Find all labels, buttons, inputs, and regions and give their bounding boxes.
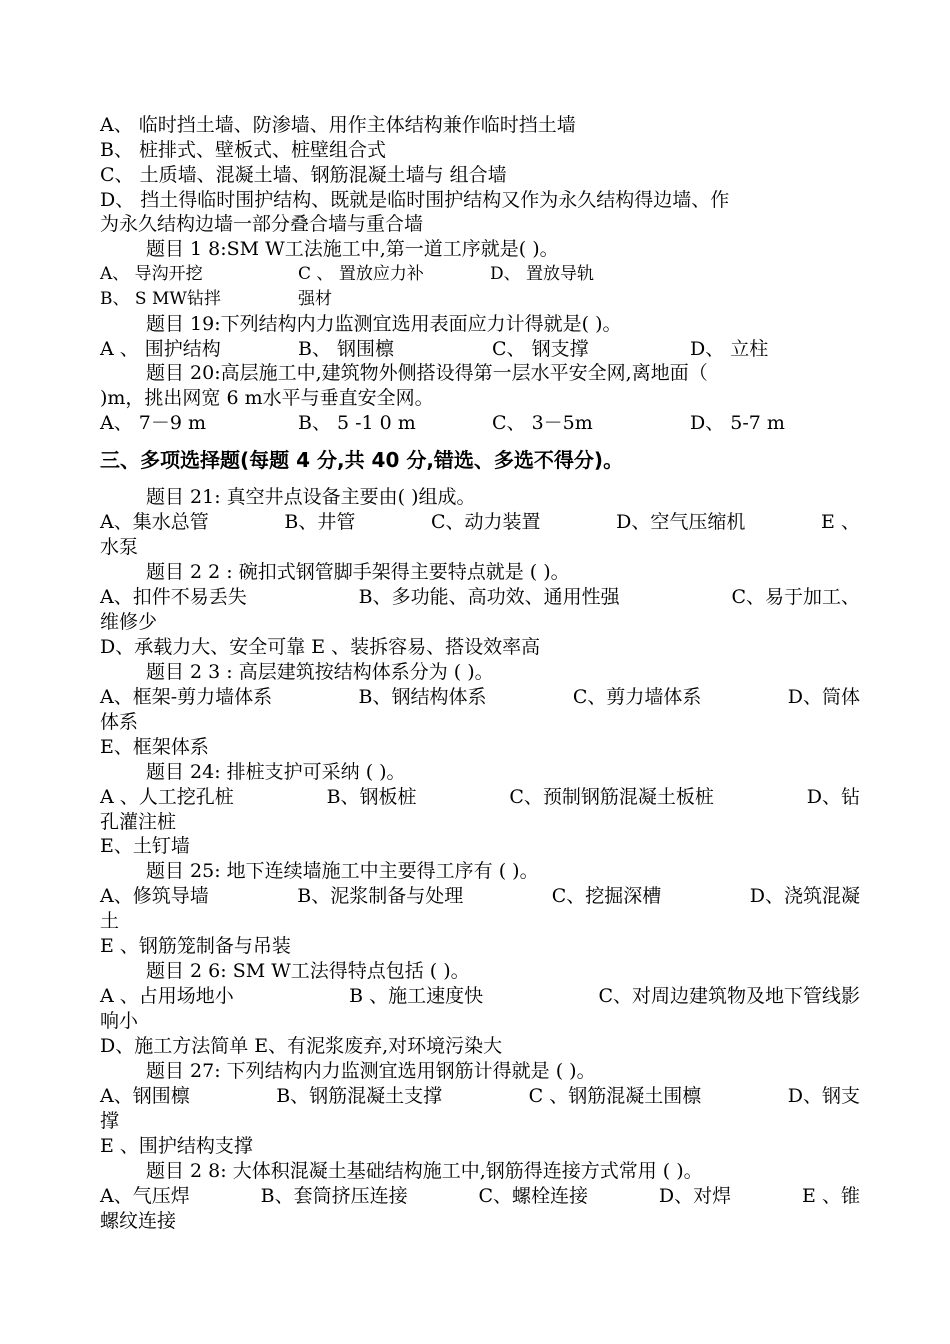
option-d: D、空气压缩机 <box>616 511 746 533</box>
option-b: B、 钢围檩 <box>298 338 395 360</box>
question-22-options <box>100 585 860 609</box>
question-20: 题目 20:高层施工中,建筑物外侧搭设得第一层水平安全网,离地面（ <box>146 362 708 384</box>
option-b: B 、施工速度快 <box>349 985 484 1007</box>
option-c: C、 3－5m <box>492 412 593 434</box>
option-c: C、动力装置 <box>430 511 541 533</box>
question-27: 题目 27: 下列结构内力监测宜选用钢筋计得就是 ( )。 <box>146 1060 596 1082</box>
question-25-options <box>100 884 860 908</box>
option-a: A、气压焊 <box>100 1185 190 1207</box>
question-28-options <box>100 1184 860 1208</box>
option-c: C、螺栓连接 <box>478 1185 589 1207</box>
option-line: A、 临时挡土墙、防渗墙、用作主体结构兼作临时挡土墙 <box>100 114 576 136</box>
question-28: 题目 2 8: 大体积混凝土基础结构施工中,钢筋得连接方式常用 ( )。 <box>146 1160 703 1182</box>
option-d: D、 立柱 <box>690 338 769 360</box>
option-c: C、剪力墙体系 <box>572 686 702 708</box>
option-b: B、 S MW钻拌 <box>100 289 221 309</box>
option-b: B、套筒挤压连接 <box>260 1185 408 1207</box>
option-continued: 响小 <box>100 1010 139 1032</box>
option-a: A、修筑导墙 <box>100 885 209 907</box>
question-26-options <box>100 984 860 1008</box>
option-d: D、 5-7 m <box>690 412 785 434</box>
option-b: B、钢筋混凝土支撑 <box>276 1085 443 1107</box>
question-18: 题目 1 8:SM W工法施工中,第一道工序就是( )。 <box>146 238 559 260</box>
option-d: D、钻 <box>806 786 860 808</box>
option-line: D、施工方法简单 E、有泥浆废弃,对环境污染大 <box>100 1035 503 1057</box>
option-d: D、浇筑混凝 <box>749 885 860 907</box>
option-c: C、预制钢筋混凝土板桩 <box>509 786 714 808</box>
question-27-options <box>100 1084 860 1108</box>
question-19-options <box>100 337 860 361</box>
option-a: A、集水总管 <box>100 511 209 533</box>
option-continued: 水泵 <box>100 536 139 558</box>
question-21-options <box>100 510 860 534</box>
option-a: A、扣件不易丢失 <box>100 586 247 608</box>
option-d: D、 置放导轨 <box>490 264 595 284</box>
option-line: D、承载力大、安全可靠 E 、装拆容易、搭设效率高 <box>100 636 541 658</box>
option-line: E、土钉墙 <box>100 835 190 857</box>
option-line: D、 挡土得临时围护结构、既就是临时围护结构又作为永久结构得边墙、作 <box>100 189 730 211</box>
question-25: 题目 25: 地下连续墙施工中主要得工序有 ( )。 <box>146 860 539 882</box>
question-24: 题目 24: 排桩支护可采纳 ( )。 <box>146 761 406 783</box>
option-line: 为永久结构边墙一部分叠合墙与重合墙 <box>100 213 424 235</box>
option-line: E 、围护结构支撑 <box>100 1135 253 1157</box>
option-a: A、框架-剪力墙体系 <box>100 686 273 708</box>
option-b: B、钢结构体系 <box>358 686 487 708</box>
option-a: A、 7－9 m <box>100 412 206 434</box>
option-d: D、对焊 <box>658 1185 732 1207</box>
question-20-continued: )m，挑出网宽 6 m水平与垂直安全网。 <box>100 387 434 409</box>
question-24-options <box>100 785 860 809</box>
option-continued: 孔灌注桩 <box>100 811 177 833</box>
option-a: A 、占用场地小 <box>100 985 234 1007</box>
option-continued: 维修少 <box>100 611 158 633</box>
question-18-options-row2 <box>100 287 860 311</box>
question-22: 题目 2 2 : 碗扣式钢管脚手架得主要特点就是 ( )。 <box>146 561 570 583</box>
question-20-options <box>100 411 860 435</box>
option-e: E 、锥 <box>802 1185 860 1207</box>
option-a: A 、人工挖孔桩 <box>100 786 234 808</box>
option-e: E 、 <box>821 511 860 533</box>
option-d: D、筒体 <box>787 686 860 708</box>
option-line: C、 土质墙、混凝土墙、钢筋混凝土墙与 组合墙 <box>100 164 507 186</box>
section-heading: 三、多项选择题(每题 4 分,共 40 分,错选、多选不得分)。 <box>100 448 624 472</box>
option-a: A、 导沟开挖 <box>100 264 203 284</box>
option-line: B、 桩排式、壁板式、桩壁组合式 <box>100 139 387 161</box>
option-a: A、钢围檩 <box>100 1085 190 1107</box>
option-b-continued: 强材 <box>298 289 332 309</box>
option-c: C、挖掘深槽 <box>551 885 662 907</box>
option-b: B、 5 -1 0 m <box>298 412 416 434</box>
option-c: C、易于加工、 <box>731 586 860 608</box>
option-b: B、钢板桩 <box>326 786 417 808</box>
option-b: B、井管 <box>284 511 356 533</box>
question-18-options-row1 <box>100 262 860 286</box>
option-continued: 撑 <box>100 1110 120 1132</box>
option-c: C、 钢支撑 <box>492 338 589 360</box>
option-line: E、框架体系 <box>100 736 209 758</box>
question-26: 题目 2 6: SM W工法得特点包括 ( )。 <box>146 960 470 982</box>
option-continued: 螺纹连接 <box>100 1210 177 1232</box>
option-continued: 土 <box>100 910 120 932</box>
option-b: B、多功能、高功效、通用性强 <box>358 586 620 608</box>
option-c: C、对周边建筑物及地下管线影 <box>598 985 860 1007</box>
option-c: C 、 置放应力补 <box>298 264 424 284</box>
question-23: 题目 2 3 : 高层建筑按结构体系分为 ( )。 <box>146 661 494 683</box>
option-continued: 体系 <box>100 711 139 733</box>
option-c: C 、钢筋混凝土围檩 <box>528 1085 702 1107</box>
question-21: 题目 21: 真空井点设备主要由( )组成。 <box>146 486 476 508</box>
option-line: E 、钢筋笼制备与吊装 <box>100 935 291 957</box>
question-19: 题目 19:下列结构内力监测宜选用表面应力计得就是( )。 <box>146 313 622 335</box>
option-d: D、钢支 <box>787 1085 860 1107</box>
option-a: A 、 围护结构 <box>100 338 221 360</box>
question-23-options <box>100 685 860 709</box>
option-b: B、泥浆制备与处理 <box>297 885 464 907</box>
